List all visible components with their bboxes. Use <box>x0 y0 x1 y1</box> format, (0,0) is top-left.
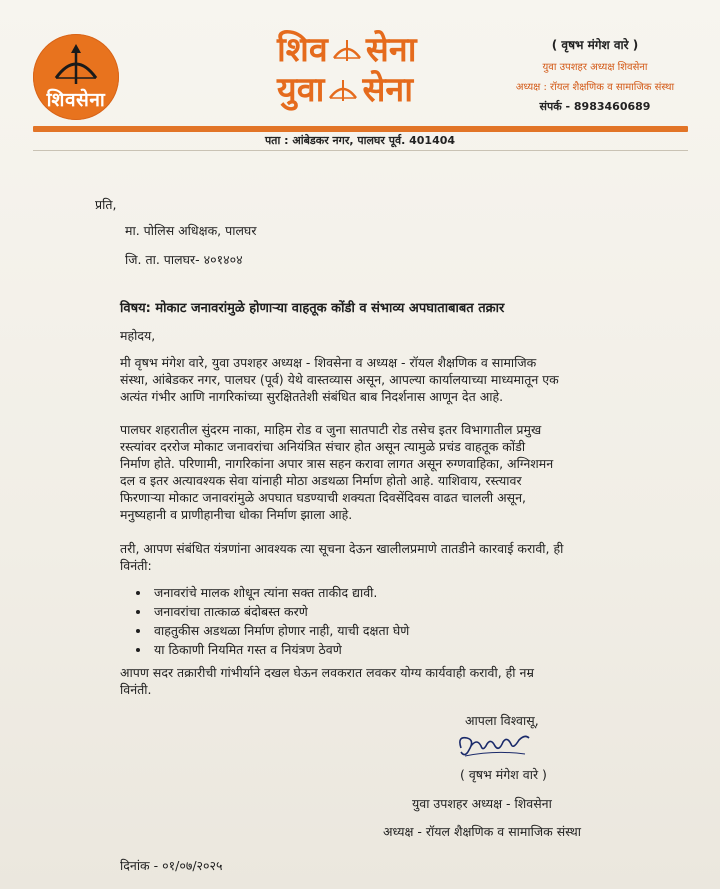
letter-date: दिनांक - ०१/०७/२०२५ <box>120 858 223 873</box>
paragraph-line: निर्माण होते. परिणामी, नागरिकांना अपार त्रास सहन करावा लागत असून रुग्णवाहिका, अग्निशमन <box>120 456 554 471</box>
list-item: या ठिकाणी नियमित गस्त व नियंत्रण ठेवणे <box>150 640 409 659</box>
logo-text: शिवसेना <box>46 89 106 111</box>
signature <box>455 728 535 764</box>
list-item: जनावरांचा तात्काळ बंदोबस्त करणे <box>150 602 409 621</box>
paragraph-closing <box>120 664 534 698</box>
recipient-line-2: जि. ता. पालघर- ४०१४०४ <box>125 252 243 267</box>
address-divider <box>33 150 688 151</box>
signatory-role-2: अध्यक्ष - रॉयल शैक्षणिक व सामाजिक संस्था <box>383 824 581 839</box>
paragraph-line: विनंती: <box>120 558 152 573</box>
paragraph-line: आपण सदर तक्रारीची गांभीर्याने दखल घेऊन लवकरात लवकर योग्य कार्यवाही करावी, ही नम्र <box>120 665 534 680</box>
brand-word-yuva: युवा <box>277 70 325 110</box>
bow-arrow-icon <box>328 78 358 102</box>
header-divider <box>33 126 688 132</box>
paragraph-line: मनुष्यहानी व प्राणीहानीचा धोका निर्माण झाला आहे. <box>120 507 353 522</box>
sender-address: पता : आंबेडकर नगर, पालघर पूर्व. 401404 <box>264 134 456 147</box>
letter-subject: विषय: मोकाट जनावरांमुळे होणाऱ्या वाहतूक कोंडी व संभाव्य अपघाताबाबत तक्रार <box>120 301 505 316</box>
brand-word-sena: सेना <box>365 30 417 70</box>
brand-word-shiv: शिव <box>277 30 328 70</box>
action-list <box>150 583 409 659</box>
shivsena-logo <box>33 34 119 120</box>
paragraph-issue <box>120 421 553 523</box>
signatory-role-1: युवा उपशहर अध्यक्ष - शिवसेना <box>412 796 552 811</box>
recipient-prati: प्रति, <box>95 197 117 212</box>
sender-role-2: अध्यक्ष : रॉयल शैक्षणिक व सामाजिक संस्था <box>515 82 675 93</box>
paragraph-line: रस्त्यांवर दररोज मोकाट जनावरांचा अनियंत्रित संचार होत असून त्यामुळे प्रचंड वाहतूक कोंडी <box>120 439 526 454</box>
paragraph-request <box>120 540 563 574</box>
sender-phone: संपर्क - 8983460689 <box>539 100 651 113</box>
list-item: वाहतुकीस अडथळा निर्माण होणार नाही, याची दक्षता घेणे <box>150 621 409 640</box>
paragraph-line: संस्था, आंबेडकर नगर, पालघर (पूर्व) येथे वास्तव्यास असून, आपल्या कार्यालयाच्या माध्यमातून एक <box>120 372 559 387</box>
paragraph-intro <box>120 354 559 405</box>
paragraph-line: फिरणाऱ्या मोकाट जनावरांमुळे अपघात घडण्याची शक्यता दिवसेंदिवस वाढत चालली असून, <box>120 490 526 505</box>
brand-title <box>277 30 477 110</box>
paragraph-line: विनंती. <box>120 682 152 697</box>
paragraph-line: तरी, आपण संबंधित यंत्रणांना आवश्यक त्या सूचना देऊन खालीलप्रमाणे तातडीने कारवाई करावी, ही <box>120 541 564 556</box>
signatory-name: ( वृषभ मंगेश वारे ) <box>460 767 547 782</box>
closing-yours: आपला विश्वासू, <box>465 713 539 728</box>
sender-name: ( वृषभ मंगेश वारे ) <box>551 38 639 52</box>
sender-role-1: युवा उपशहर अध्यक्ष शिवसेना <box>542 62 648 73</box>
paragraph-line: अत्यंत गंभीर आणि नागरिकांच्या सुरक्षिततेशी संबंधित बाब निदर्शनास आणून देत आहे. <box>120 389 504 404</box>
paragraph-line: मी वृषभ मंगेश वारे, युवा उपशहर अध्यक्ष - शिवसेना व अध्यक्ष - रॉयल शैक्षणिक व सामाजिक <box>120 355 537 370</box>
list-item: जनावरांचे मालक शोधून त्यांना सक्त ताकीद द्यावी. <box>150 583 409 602</box>
salutation: महोदय, <box>120 328 156 343</box>
recipient-line-1: मा. पोलिस अधिक्षक, पालघर <box>125 223 257 238</box>
paragraph-line: दल व इतर अत्यावश्यक सेवा यांनाही मोठा अडथळा निर्माण होतो आहे. याशिवाय, रस्त्यावर <box>120 473 522 488</box>
brand-line-shivsena <box>277 30 477 70</box>
brand-line-yuvasena <box>277 70 477 110</box>
paragraph-line: पालघर शहरातील सुंदरम नाका, माहिम रोड व जुना सातपाटी रोड तसेच इतर विभागातील प्रमुख <box>120 422 542 437</box>
brand-word-sena-2: सेना <box>362 70 414 110</box>
bow-arrow-icon <box>332 38 362 62</box>
bow-arrow-icon <box>53 44 99 86</box>
sender-contact <box>480 36 710 114</box>
